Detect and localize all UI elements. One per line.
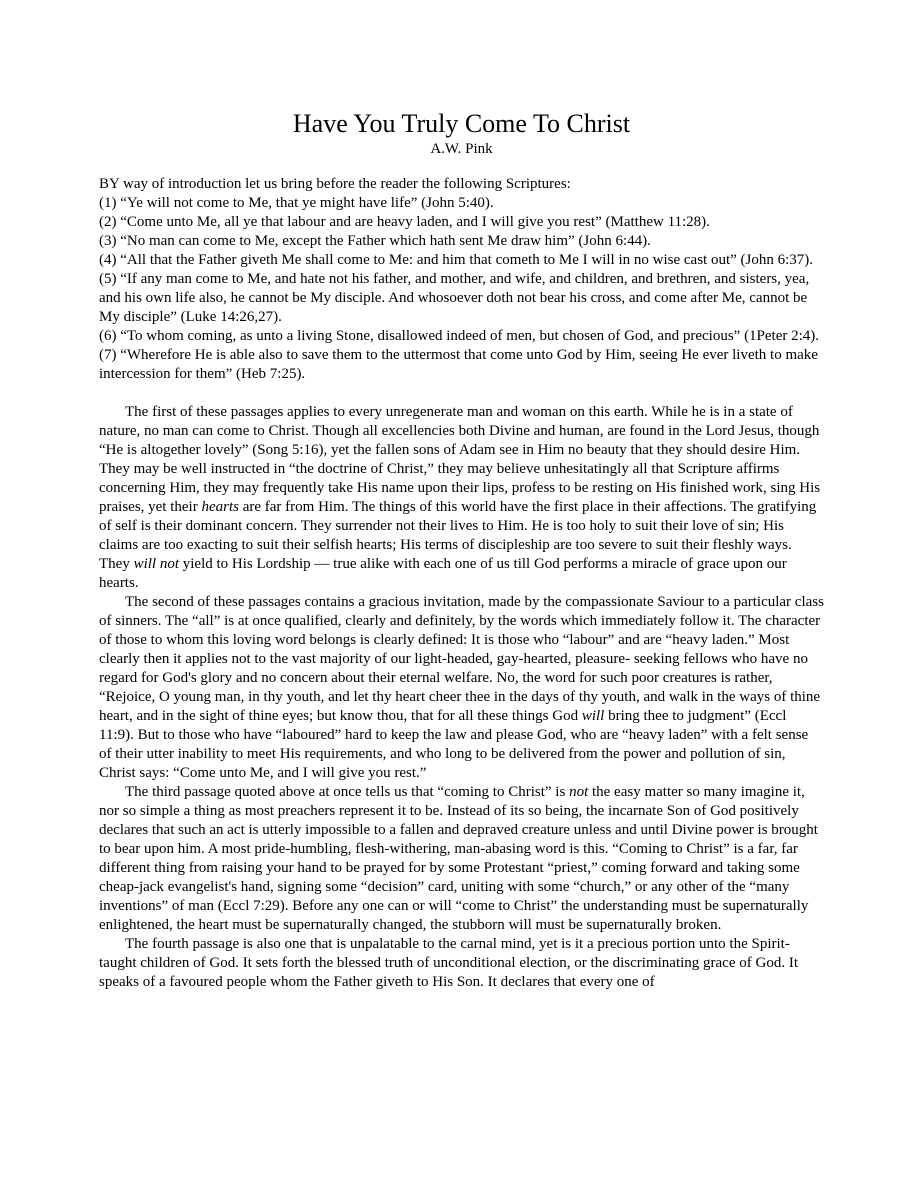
document-title: Have You Truly Come To Christ [292,109,631,138]
paragraph-1 [99,403,824,593]
intro-section [99,175,824,384]
paragraph-3-text-a: The third passage quoted above at once tells us that “coming to Christ” is [125,784,570,800]
document-page [99,108,824,992]
body-section [99,403,824,992]
scripture-item-5: (5) “If any man come to Me, and hate not his father, and mother, and wife, and children, and brethren, and sisters, yea, and his own life also, he cannot be My disciple. And whosoever doth not bear his cross, and come after Me, cannot be My disciple” (Luke 14:26,27). [99,271,810,325]
scripture-item-3: (3) “No man can come to Me, except the Father which hath sent Me draw him” (John 6:44). [99,233,651,249]
paragraph-1-text-c: yield to His Lordship — true alike with each one of us till God performs a miracle of grace upon our hearts. [99,556,787,591]
scripture-item-7: (7) “Wherefore He is able also to save them to the uttermost that come unto God by Him, seeing He ever liveth to make intercession for them” (Heb 7:25). [99,347,818,382]
paragraph-3-emphasis-not: not [569,784,589,800]
paragraph-2-text-b: bring thee to judgment” (Eccl 11:9). But to those who have “laboured” hard to keep the law and please God, who are “heavy laden” with a felt sense of their utter inability to meet His requirements, and who long to be delivered from the power and pollution of sin, Christ says: “Come unto Me, and I will give you rest.” [99,708,809,781]
scripture-item-2: (2) “Come unto Me, all ye that labour and are heavy laden, and I will give you rest” (Matthew 11:28). [99,214,710,230]
scripture-item-6: (6) “To whom coming, as unto a living Stone, disallowed indeed of men, but chosen of God, and precious” (1Peter 2:4). [99,328,820,344]
scripture-item-4: (4) “All that the Father giveth Me shall come to Me: and him that cometh to Me I will in no wise cast out” (John 6:37). [99,252,814,268]
paragraph-2 [99,593,824,783]
paragraph-1-text-a: The first of these passages applies to every unregenerate man and woman on this earth. While he is in a state of nature, no man can come to Christ. Though all excellencies both Divine and human, are found in the Lord Jesus, though “He is altogether lovely” (Song 5:16), yet the fallen sons of Adam see in Him no beauty that they should desire Him. They may be well instructed in “the doctrine of Christ,” they may believe unhesitatingly all that Scripture affirms concerning Him, they may frequently take His name upon their lips, profess to be resting on His finished work, sing His praises, yet their [99,404,821,515]
paragraph-1-emphasis-will-not: will not [133,556,180,572]
paragraph-1-emphasis-hearts: hearts [201,499,239,515]
paragraph-4-text-a: The fourth passage is also one that is unpalatable to the carnal mind, yet is it a precious portion unto the Spirit-taught children of God. It sets forth the blessed truth of unconditional election, or the discriminating grace of God. It speaks of a favoured people whom the Father giveth to His Son. It declares that every one of [99,936,798,990]
intro-lead: BY way of introduction let us bring before the reader the following Scriptures: [99,176,571,192]
document-author: A.W. Pink [430,141,493,157]
paragraph-4 [99,935,824,992]
paragraph-3 [99,783,824,935]
paragraph-3-text-b: the easy matter so many imagine it, nor so simple a thing as most preachers represent it to be. Instead of its so being, the incarnate Son of God positively declares that such an act is utterly impossible to a fallen and depraved creature unless and until Divine power is brought to bear upon him. A most pride-humbling, flesh-withering, man-abasing word is this. “Coming to Christ” is a far, far different thing from raising your hand to be prayed for by some Protestant “priest,” coming forward and taking some cheap-jack evangelist's hand, signing some “decision” card, uniting with some “church,” or any other of the “many inventions” of man (Eccl 7:29). Before any one can or will “come to Christ” the understanding must be supernaturally enlightened, the heart must be supernaturally changed, the stubborn will must be supernaturally broken. [99,784,818,933]
paragraph-2-emphasis-will: will [581,708,605,724]
scripture-item-1: (1) “Ye will not come to Me, that ye might have life” (John 5:40). [99,195,494,211]
paragraph-2-text-a: The second of these passages contains a gracious invitation, made by the compassionate Saviour to a particular class of sinners. The “all” is at once qualified, clearly and definitely, by the words which immediately follow it. The character of those to whom this loving word belongs is clearly defined: It is those who “labour” and are “heavy laden.” Most clearly then it applies not to the vast majority of our light-headed, gay-hearted, pleasure- seeking fellows who have no regard for God's glory and no concern about their eternal welfare. No, the word for such poor creatures is rather, “Rejoice, O young man, in thy youth, and let thy heart cheer thee in the days of thy youth, and walk in the ways of thine heart, and in the sight of thine eyes; but know thou, that for all these things God [99,594,824,724]
paragraph-1-text-b: are far from Him. The things of this world have the first place in their affections. The gratifying of self is their dominant concern. They surrender not their lives to Him. He is too holy to suit their love of sin; His claims are too exacting to suit their selfish hearts; His terms of discipleship are too severe to suit their fleshly ways. They [99,499,817,572]
